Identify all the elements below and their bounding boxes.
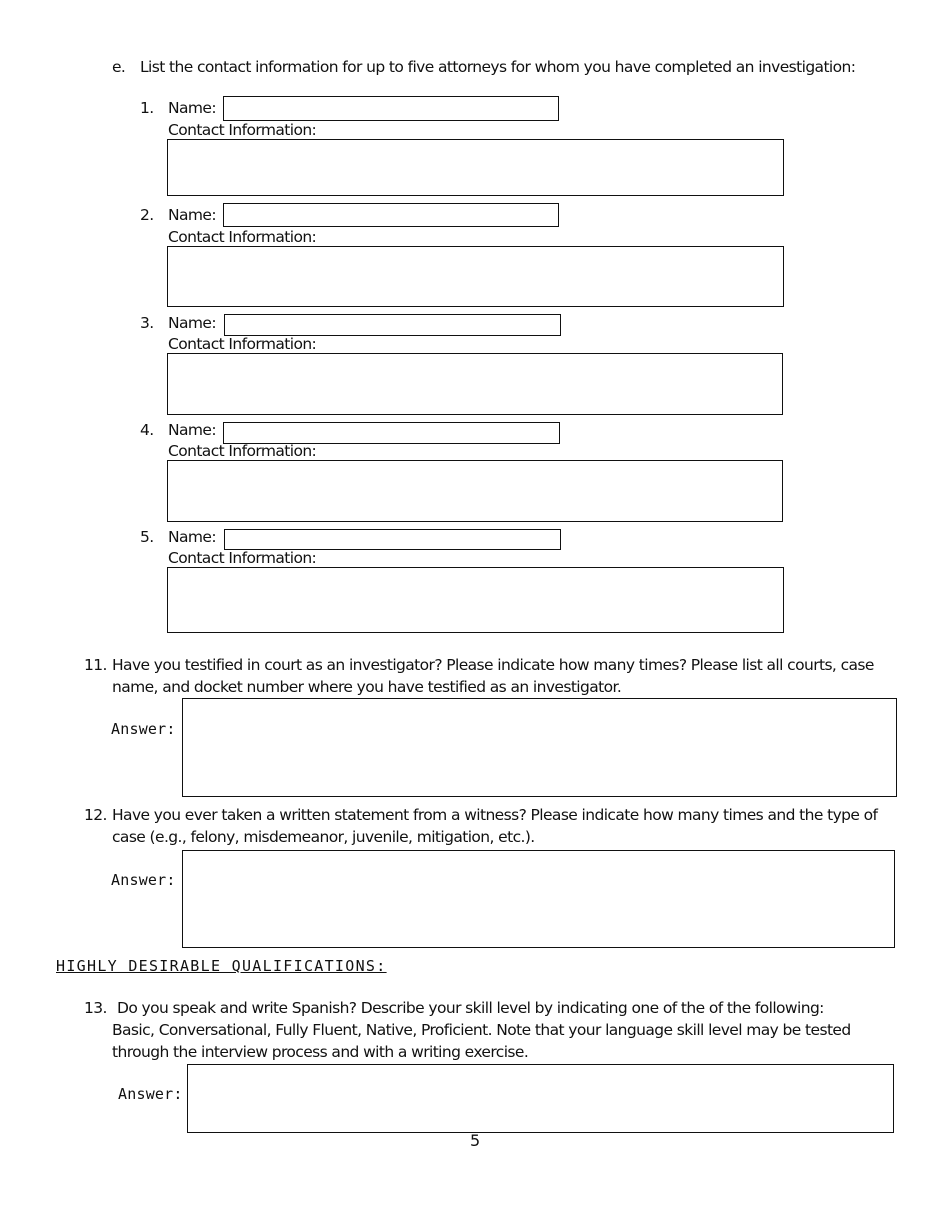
attorney-3-contact-field[interactable] — [167, 353, 783, 415]
item-e-marker: e. — [112, 58, 126, 76]
q12-answer-label: Answer: — [111, 871, 176, 889]
q11-answer-label: Answer: — [111, 720, 176, 738]
attorney-1-number: 1. — [140, 99, 154, 117]
section-heading: HIGHLY DESIRABLE QUALIFICATIONS: — [56, 957, 387, 975]
attorney-4-name-label: Name: — [168, 421, 216, 439]
attorney-2-contact-label: Contact Information: — [168, 228, 317, 246]
attorney-5-contact-field[interactable] — [167, 567, 784, 633]
attorney-3-contact-label: Contact Information: — [168, 335, 317, 353]
q13-answer-field[interactable] — [187, 1064, 894, 1133]
q13-text-line1: Do you speak and write Spanish? Describe your skill level by indicating one of the of the following: — [117, 999, 824, 1017]
q13-number: 13. — [84, 999, 107, 1017]
q13-answer-label: Answer: — [118, 1085, 183, 1103]
attorney-5-contact-label: Contact Information: — [168, 549, 317, 567]
attorney-1-contact-label: Contact Information: — [168, 121, 317, 139]
attorney-2-name-field[interactable] — [223, 203, 559, 227]
attorney-4-number: 4. — [140, 421, 154, 439]
q12-number: 12. — [84, 806, 107, 824]
attorney-2-number: 2. — [140, 206, 154, 224]
page-number: 5 — [470, 1131, 481, 1150]
attorney-4-contact-field[interactable] — [167, 460, 783, 522]
q12-text-line1: Have you ever taken a written statement from a witness? Please indicate how many times and the type of — [112, 806, 878, 824]
q11-number: 11. — [84, 656, 107, 674]
q11-text-line2: name, and docket number where you have testified as an investigator. — [112, 678, 622, 696]
attorney-2-name-label: Name: — [168, 206, 216, 224]
attorney-2-contact-field[interactable] — [167, 246, 784, 307]
attorney-1-name-label: Name: — [168, 99, 216, 117]
q11-text-line1: Have you testified in court as an investigator? Please indicate how many times? Please list all courts, case — [112, 656, 874, 674]
attorney-4-contact-label: Contact Information: — [168, 442, 317, 460]
q13-text-line2: Basic, Conversational, Fully Fluent, Native, Proficient. Note that your language skill level may be tested — [112, 1021, 851, 1039]
attorney-1-name-field[interactable] — [223, 96, 559, 121]
attorney-3-name-label: Name: — [168, 314, 216, 332]
attorney-5-name-label: Name: — [168, 528, 216, 546]
q13-text-line3: through the interview process and with a writing exercise. — [112, 1043, 529, 1061]
attorney-3-number: 3. — [140, 314, 154, 332]
attorney-5-number: 5. — [140, 528, 154, 546]
q12-answer-field[interactable] — [182, 850, 895, 948]
attorney-1-contact-field[interactable] — [167, 139, 784, 196]
q12-text-line2: case (e.g., felony, misdemeanor, juvenile, mitigation, etc.). — [112, 828, 535, 846]
q11-answer-field[interactable] — [182, 698, 897, 797]
item-e-text: List the contact information for up to five attorneys for whom you have completed an investigation: — [140, 58, 856, 76]
